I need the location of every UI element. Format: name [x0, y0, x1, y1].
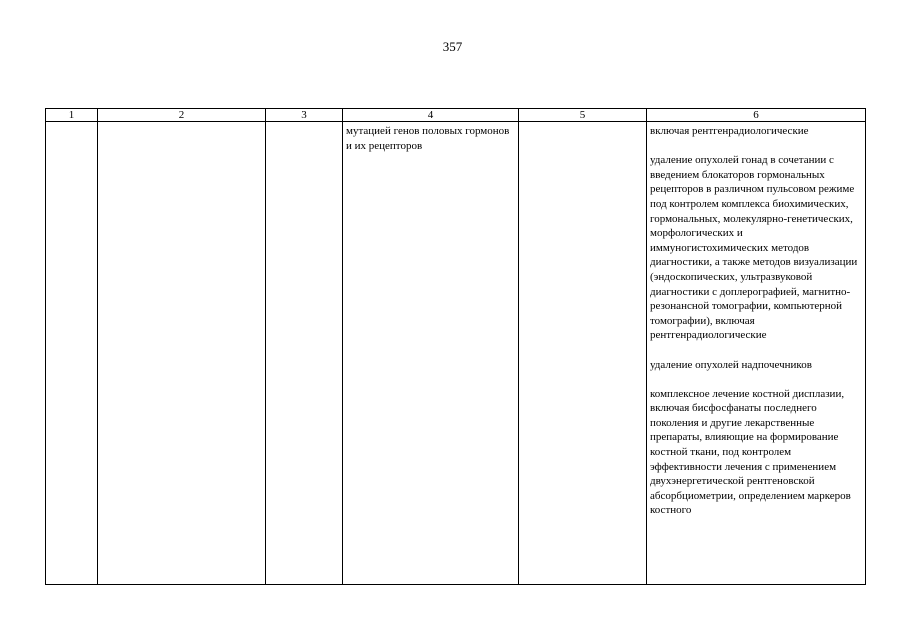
cell-col-4: мутацией генов половых гормонов и их рецепторов [343, 122, 519, 585]
cell-paragraph: комплексное лечение костной дисплазии, включая бисфосфанаты последнего поколения и другие лекарственные препараты, влияющие на формирование костной ткани, под контролем эффективности лечения с применением двухэнергетической рентгеновской абсорбциометрии, определением маркеров костного [650, 387, 851, 517]
column-header-5: 5 [519, 109, 647, 122]
page-number: 357 [442, 39, 463, 54]
column-header-3: 3 [266, 109, 343, 122]
document-table [45, 108, 866, 585]
table-header-row [46, 109, 866, 122]
cell-paragraph: удаление опухолей гонад в сочетании с введением блокаторов гормональных рецепторов в различном пульсовом режиме под контролем комплекса биохимических, гормональных, молекулярно-генетических, морфологических и иммуногистохимических методов диагностики, а также методов визуализации (эндоскопических, ультразвуковой диагностики с доплерографией, магнитно-резонансной томографии, компьютерной томографии), включая рентгенрадиологические [650, 154, 858, 342]
column-header-2: 2 [98, 109, 266, 122]
cell-paragraph: удаление опухолей надпочечников [650, 358, 812, 371]
cell-col-2 [98, 122, 266, 585]
column-header-6: 6 [647, 109, 866, 122]
column-header-1: 1 [46, 109, 98, 122]
table-row [46, 122, 866, 585]
cell-col-6 [647, 122, 866, 585]
column-header-4: 4 [343, 109, 519, 122]
cell-col-5 [519, 122, 647, 585]
cell-paragraph: включая рентгенрадиологические [650, 125, 809, 137]
cell-col-1 [46, 122, 98, 585]
cell-col-3 [266, 122, 343, 585]
